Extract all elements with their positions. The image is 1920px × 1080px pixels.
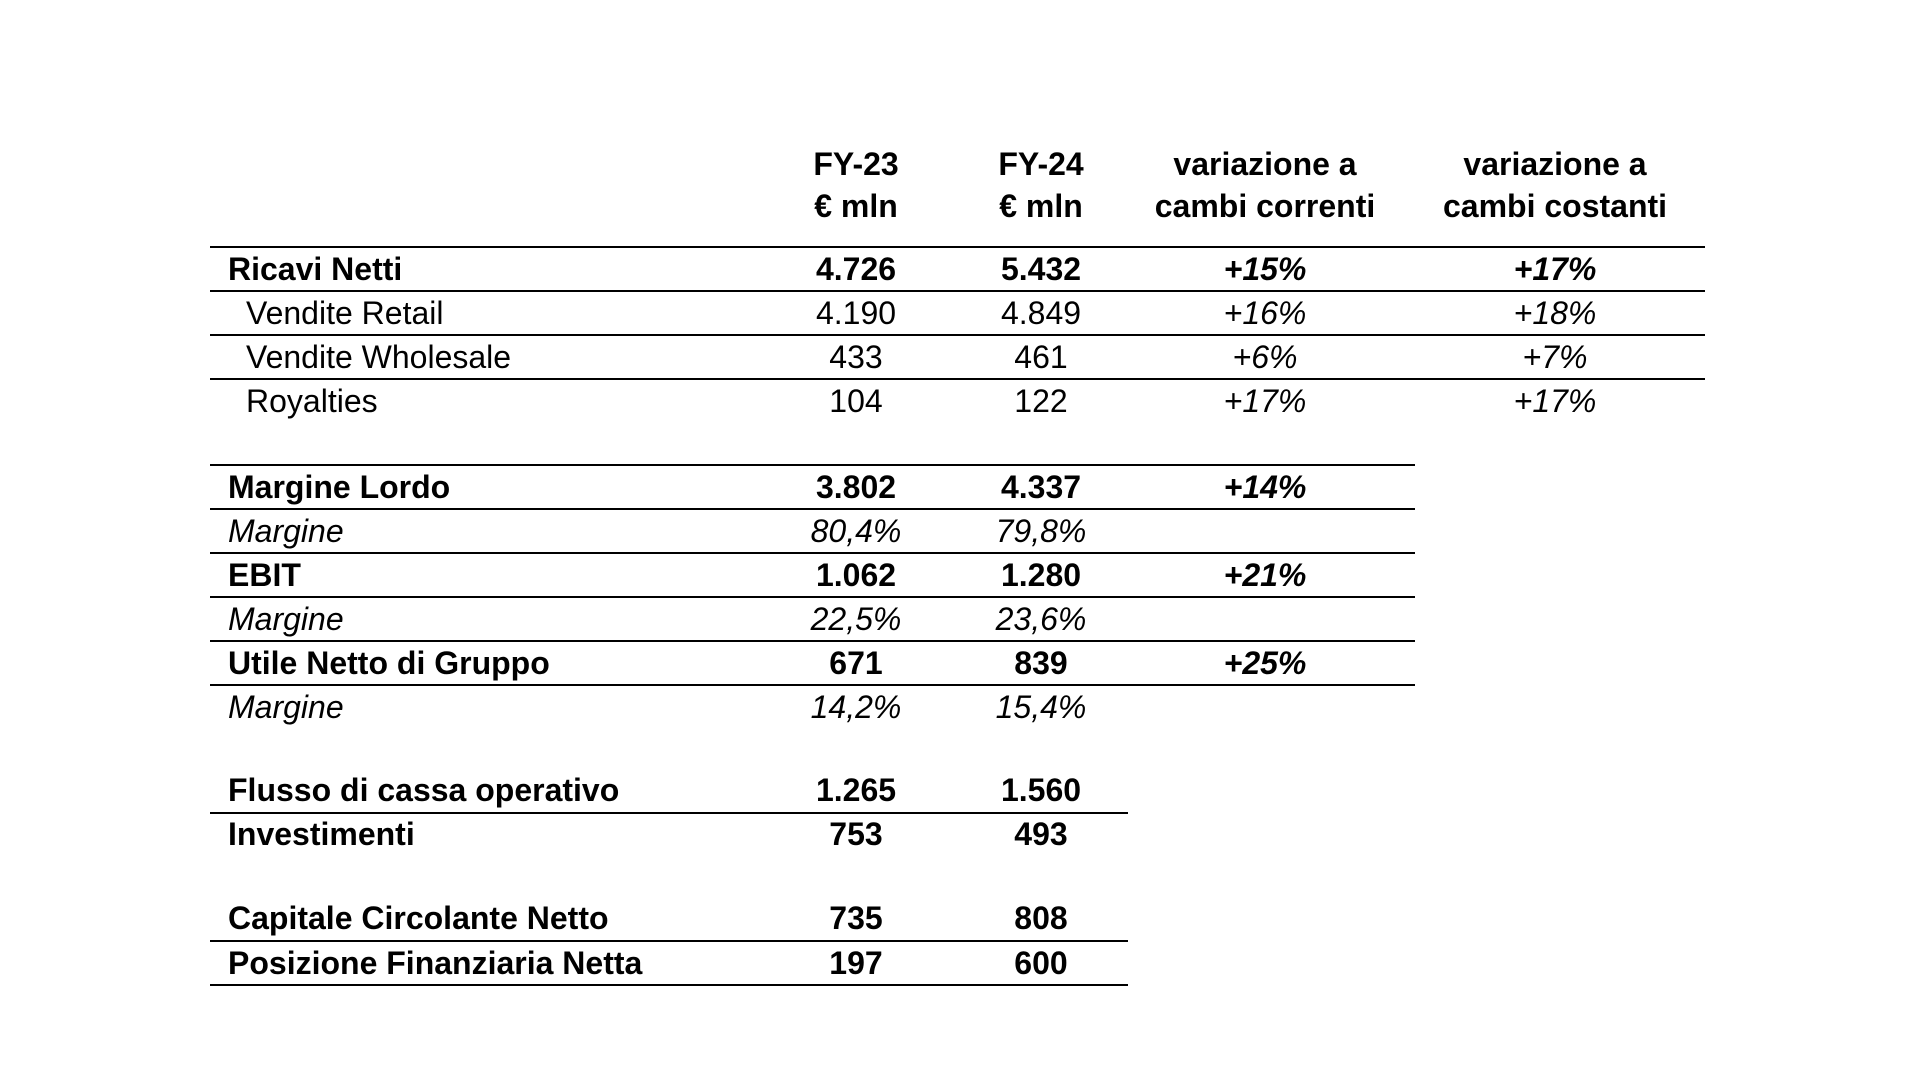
row-label: Posizione Finanziaria Netta: [228, 945, 643, 981]
row-label: Flusso di cassa operativo: [228, 772, 620, 808]
row-margine-lordo: [0, 465, 1920, 509]
cell-fy24: 4.849: [1000, 295, 1082, 331]
header-var-correnti-line1: variazione a: [1173, 146, 1357, 182]
row-royalties: [0, 379, 1920, 423]
row-investimenti: [0, 812, 1920, 856]
cell-fy24: 1.560: [1000, 772, 1082, 808]
cell-fy24: 23,6%: [995, 601, 1087, 637]
row-label: Margine: [228, 601, 344, 637]
cell-fy24: 808: [1014, 900, 1068, 936]
cell-fy23: 22,5%: [810, 601, 902, 637]
cell-fy23: 197: [829, 945, 883, 981]
cell-var-correnti: +17%: [1223, 383, 1307, 419]
cell-fy24: 493: [1014, 816, 1068, 852]
header-var-costanti-line1: variazione a: [1463, 146, 1647, 182]
header-fy24-line2: € mln: [999, 188, 1083, 224]
header-var-costanti: [1430, 143, 1680, 227]
row-margine-lordo-pct: [0, 509, 1920, 553]
cell-var-costanti: +7%: [1522, 339, 1588, 375]
row-posizione-finanziaria: [0, 941, 1920, 985]
row-label: Vendite Retail: [246, 295, 444, 331]
cell-fy24: 79,8%: [995, 513, 1087, 549]
row-label: Margine: [228, 513, 344, 549]
cell-fy23: 80,4%: [810, 513, 902, 549]
cell-fy24: 1.280: [1000, 557, 1082, 593]
cell-fy23: 3.802: [815, 469, 897, 505]
cell-var-costanti: +17%: [1513, 383, 1597, 419]
header-var-correnti: [1140, 143, 1390, 227]
cell-fy23: 1.265: [815, 772, 897, 808]
header-fy23-line1: FY-23: [813, 146, 899, 182]
cell-fy24: 600: [1014, 945, 1068, 981]
cell-fy23: 753: [829, 816, 883, 852]
row-vendite-retail: [0, 291, 1920, 335]
row-utile-netto: [0, 641, 1920, 685]
row-vendite-wholesale: [0, 335, 1920, 379]
row-ricavi-netti: [0, 247, 1920, 291]
cell-var-correnti: +15%: [1223, 251, 1307, 287]
cell-fy24: 15,4%: [995, 689, 1087, 725]
cell-var-costanti: +17%: [1513, 251, 1597, 287]
row-label: Margine: [228, 689, 344, 725]
row-label: Vendite Wholesale: [246, 339, 512, 375]
cell-fy24: 839: [1014, 645, 1068, 681]
row-ebit: [0, 553, 1920, 597]
header-var-correnti-line2: cambi correnti: [1154, 188, 1376, 224]
cell-var-correnti: +25%: [1223, 645, 1307, 681]
cell-fy23: 14,2%: [810, 689, 902, 725]
cell-var-correnti: +14%: [1223, 469, 1307, 505]
cell-var-correnti: +6%: [1232, 339, 1298, 375]
cell-var-correnti: +21%: [1223, 557, 1307, 593]
cell-fy23: 671: [829, 645, 883, 681]
header-var-costanti-line2: cambi costanti: [1442, 188, 1668, 224]
cell-fy23: 4.726: [815, 251, 897, 287]
cell-fy24: 461: [1014, 339, 1068, 375]
row-label: Margine Lordo: [228, 469, 451, 505]
row-ebit-pct: [0, 597, 1920, 641]
cell-fy23: 104: [829, 383, 883, 419]
row-label: Utile Netto di Gruppo: [228, 645, 550, 681]
header-fy23: [781, 143, 931, 227]
cell-fy23: 433: [829, 339, 883, 375]
row-label: Ricavi Netti: [228, 251, 403, 287]
row-label: EBIT: [228, 557, 301, 593]
cell-fy24: 4.337: [1000, 469, 1082, 505]
cell-var-correnti: +16%: [1223, 295, 1307, 331]
header-fy24: [966, 143, 1116, 227]
cell-fy23: 1.062: [815, 557, 897, 593]
row-label: Royalties: [246, 383, 378, 419]
cell-fy23: 4.190: [815, 295, 897, 331]
header-fy23-line2: € mln: [814, 188, 898, 224]
row-flusso-cassa: [0, 768, 1920, 812]
cell-fy24: 5.432: [1000, 251, 1082, 287]
cell-var-costanti: +18%: [1513, 295, 1597, 331]
cell-fy23: 735: [829, 900, 883, 936]
header-fy24-line1: FY-24: [998, 146, 1084, 182]
row-capitale-circolante: [0, 896, 1920, 940]
cell-fy24: 122: [1014, 383, 1068, 419]
row-label: Investimenti: [228, 816, 415, 852]
row-label: Capitale Circolante Netto: [228, 900, 609, 936]
row-utile-netto-pct: [0, 685, 1920, 729]
